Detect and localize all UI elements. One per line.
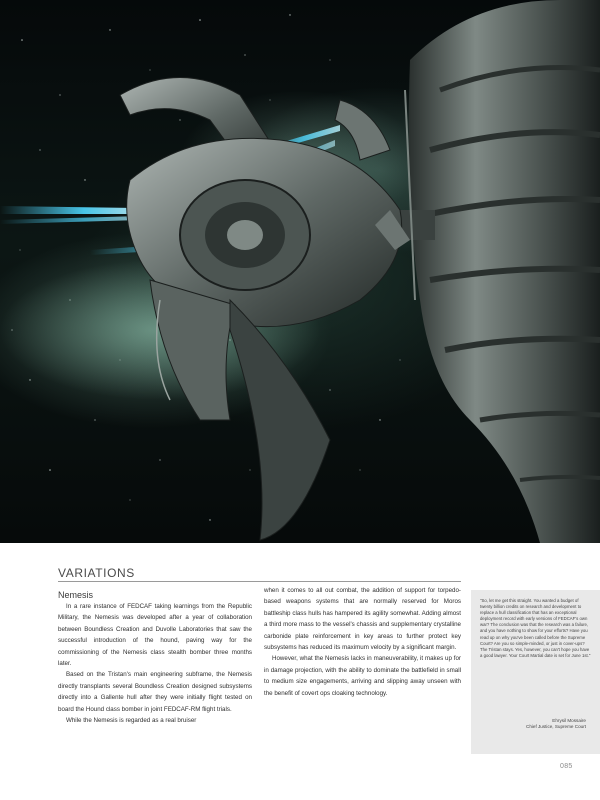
body-column-left xyxy=(58,601,252,726)
quote-text: "So, let me get this straight. You wanted a budget of twenty billion credits on research and development to replace a hull classification that has an exceptional deployment record with early versions of FEDCAF's own war? The conclusion was that the research was a failure, and you have nothing to show for your efforts? Have you read up on why you've been called before the Supreme Court? Are you so simple-minded, or just in cover-ups? The Tristan stays. Yes, however, you can't hope you have a good lawyer. Your Court Martial date is set for June 1st." xyxy=(480,598,591,658)
paragraph: when it comes to all out combat, the addition of support for torpedo-based weapons systems that are normally reserved for Moros battleship class hulls has hampered its agility somewhat. Adding almost a third more mass to the vessel's chassis and supplementary crystalline carbonide plate reinforcement in key areas to further protect key subsystems has reduced its maximum velocity by a significant margin. xyxy=(264,587,461,652)
section-heading: VARIATIONS xyxy=(58,566,135,580)
paragraph: In a rare instance of FEDCAF taking learnings from the Republic Military, the Nemesis was developed after a year of collaboration between Boundless Creation and Duvolle Laboratories that saw the successful introduction of the hound, paving way for the commissioning of the Nemesis class stealth bomber three months later. xyxy=(58,603,252,668)
subheading: Nemesis xyxy=(58,590,94,600)
sidebar-quote xyxy=(471,590,600,754)
quote-author-name: Ehrysil Mossaire xyxy=(552,718,586,723)
paragraph: However, what the Nemesis lacks in maneuverability, it makes up for in damage projection, with the ability to dominate the battlefield in small to medium size engagements, arriving and slipping away unseen with the benefit of covert ops cloaking technology. xyxy=(264,655,461,697)
paragraph: Based on the Tristan's main engineering subframe, the Nemesis directly transplants several Boundless Creation designed subsystems directly into a Gallente hull after they were initially flight tested on board the Hound class bomber in joint FEDCAF-RM flight trials. xyxy=(58,671,252,713)
quote-author-title: Chief Justice, Supreme Court xyxy=(526,724,586,730)
body-column-right xyxy=(264,585,461,699)
nemesis-ship xyxy=(120,78,410,541)
quote-attribution xyxy=(471,718,586,731)
section-divider xyxy=(58,581,461,582)
page-number: 085 xyxy=(560,763,573,770)
paragraph: While the Nemesis is regarded as a real bruiser xyxy=(66,717,197,725)
space-station xyxy=(395,0,600,543)
